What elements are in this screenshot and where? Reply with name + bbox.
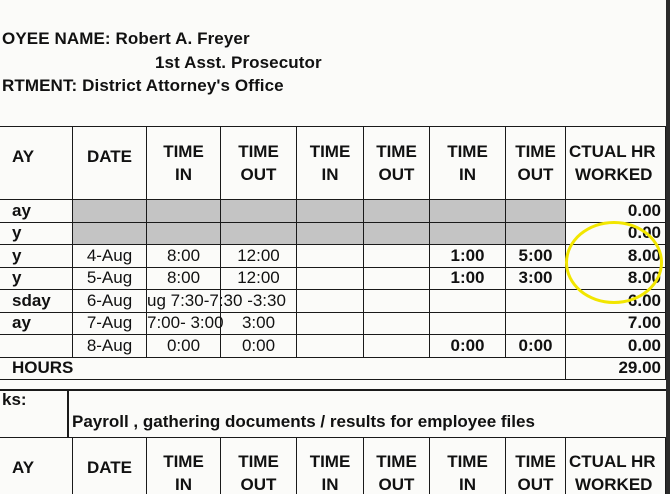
timesheet-table [0, 126, 666, 380]
cell-hours: 6.00 [566, 290, 666, 313]
cell-in1: 8:00 [147, 245, 221, 268]
cell-hours: 8.00 [566, 267, 666, 290]
cell-out2 [364, 222, 430, 245]
cell-in1: 0:00 [147, 335, 221, 358]
cell-in2 [297, 312, 364, 335]
remarks-label: ks: [2, 390, 27, 409]
cell-out3: 3:00 [506, 267, 566, 290]
cell-out1: 0:00 [221, 335, 297, 358]
cell-in1 [147, 200, 221, 223]
cell-hours: 7.00 [566, 312, 666, 335]
col-time-out-1: TIME OUT [221, 127, 297, 200]
cell-in2 [297, 200, 364, 223]
cell-in3 [430, 200, 506, 223]
cell-out2 [364, 312, 430, 335]
cell-out1 [221, 222, 297, 245]
cell-hours: 0.00 [566, 335, 666, 358]
cell-in3: 1:00 [430, 245, 506, 268]
cell-out2 [364, 290, 430, 313]
table-row [0, 200, 666, 223]
cell-in2 [297, 222, 364, 245]
column-header-row-2 [0, 438, 666, 494]
col-time-in-3: TIME IN [430, 127, 506, 200]
cell-hours: 0.00 [566, 200, 666, 223]
cell-in3: 0:00 [430, 335, 506, 358]
cell-in1: 8:00 [147, 267, 221, 290]
col-time-out-3: TIME OUT [506, 438, 566, 494]
table-row [0, 245, 666, 268]
cell-out3 [506, 222, 566, 245]
employee-name: Robert A. Freyer [115, 29, 250, 48]
cell-day [0, 335, 73, 358]
cell-out3: 0:00 [506, 335, 566, 358]
cell-out2 [364, 267, 430, 290]
col-date: DATE [73, 438, 147, 494]
cell-out2 [364, 335, 430, 358]
cell-out1: 12:00 [221, 267, 297, 290]
col-time-in-2: TIME IN [297, 438, 364, 494]
cell-out1 [221, 200, 297, 223]
table-row [0, 222, 666, 245]
cell-day: y [0, 245, 73, 268]
col-time-in-3: TIME IN [430, 438, 506, 494]
cell-out3: 5:00 [506, 245, 566, 268]
cell-day: sday [0, 290, 73, 313]
col-actual-hours: CTUAL HR WORKED [566, 438, 666, 494]
col-day: AY [0, 127, 73, 200]
cell-in1: 7:00- 3:00 [147, 312, 221, 335]
cell-hours: 8.00 [566, 245, 666, 268]
cell-out1: 3:00 [221, 312, 297, 335]
timesheet-rows [0, 200, 666, 358]
cell-in3 [430, 222, 506, 245]
cell-date [73, 200, 147, 223]
remarks-text: Payroll , gathering documents / results for employee files [72, 412, 535, 431]
cell-in1 [147, 222, 221, 245]
col-time-out-2: TIME OUT [364, 127, 430, 200]
cell-out3 [506, 200, 566, 223]
total-row [0, 357, 666, 380]
cell-in3 [430, 312, 506, 335]
table-row [0, 312, 666, 335]
table-row [0, 267, 666, 290]
cell-day: y [0, 222, 73, 245]
cell-date: 7-Aug [73, 312, 147, 335]
timesheet-table-2 [0, 437, 666, 494]
column-header-row [0, 127, 666, 200]
col-time-out-1: TIME OUT [221, 438, 297, 494]
department-name: District Attorney's Office [82, 76, 284, 95]
cell-day: ay [0, 200, 73, 223]
cell-date: 5-Aug [73, 267, 147, 290]
cell-in2 [297, 267, 364, 290]
cell-out2 [364, 200, 430, 223]
cell-in1: ug 7:30-7:30 -3:30 [147, 290, 221, 313]
col-time-in-1: TIME IN [147, 127, 221, 200]
cell-in2 [297, 245, 364, 268]
col-time-in-1: TIME IN [147, 438, 221, 494]
cell-date: 6-Aug [73, 290, 147, 313]
remarks-divider [67, 389, 69, 437]
col-day: AY [0, 438, 73, 494]
col-date: DATE [73, 127, 147, 200]
cell-date: 8-Aug [73, 335, 147, 358]
cell-out1: 12:00 [221, 245, 297, 268]
cell-in3 [430, 290, 506, 313]
col-time-in-2: TIME IN [297, 127, 364, 200]
col-time-out-2: TIME OUT [364, 438, 430, 494]
cell-hours: 0.00 [566, 222, 666, 245]
total-label: HOURS [0, 357, 566, 380]
cell-out3 [506, 312, 566, 335]
department-line [2, 76, 284, 96]
table-row [0, 290, 666, 313]
col-time-out-3: TIME OUT [506, 127, 566, 200]
employee-label: OYEE NAME: [2, 29, 111, 48]
cell-in2 [297, 335, 364, 358]
remarks-top-rule [0, 389, 666, 391]
cell-in3: 1:00 [430, 267, 506, 290]
cell-day: y [0, 267, 73, 290]
col-actual-hours: CTUAL HR WORKED [566, 127, 666, 200]
cell-in2 [297, 290, 364, 313]
employee-title: 1st Asst. Prosecutor [155, 53, 322, 72]
cell-date: 4-Aug [73, 245, 147, 268]
total-hours: 29.00 [566, 357, 666, 380]
cell-out3 [506, 290, 566, 313]
table-row [0, 335, 666, 358]
cell-out2 [364, 245, 430, 268]
employee-line [2, 29, 250, 49]
cell-day: ay [0, 312, 73, 335]
department-label: RTMENT: [2, 76, 78, 95]
cell-date [73, 222, 147, 245]
